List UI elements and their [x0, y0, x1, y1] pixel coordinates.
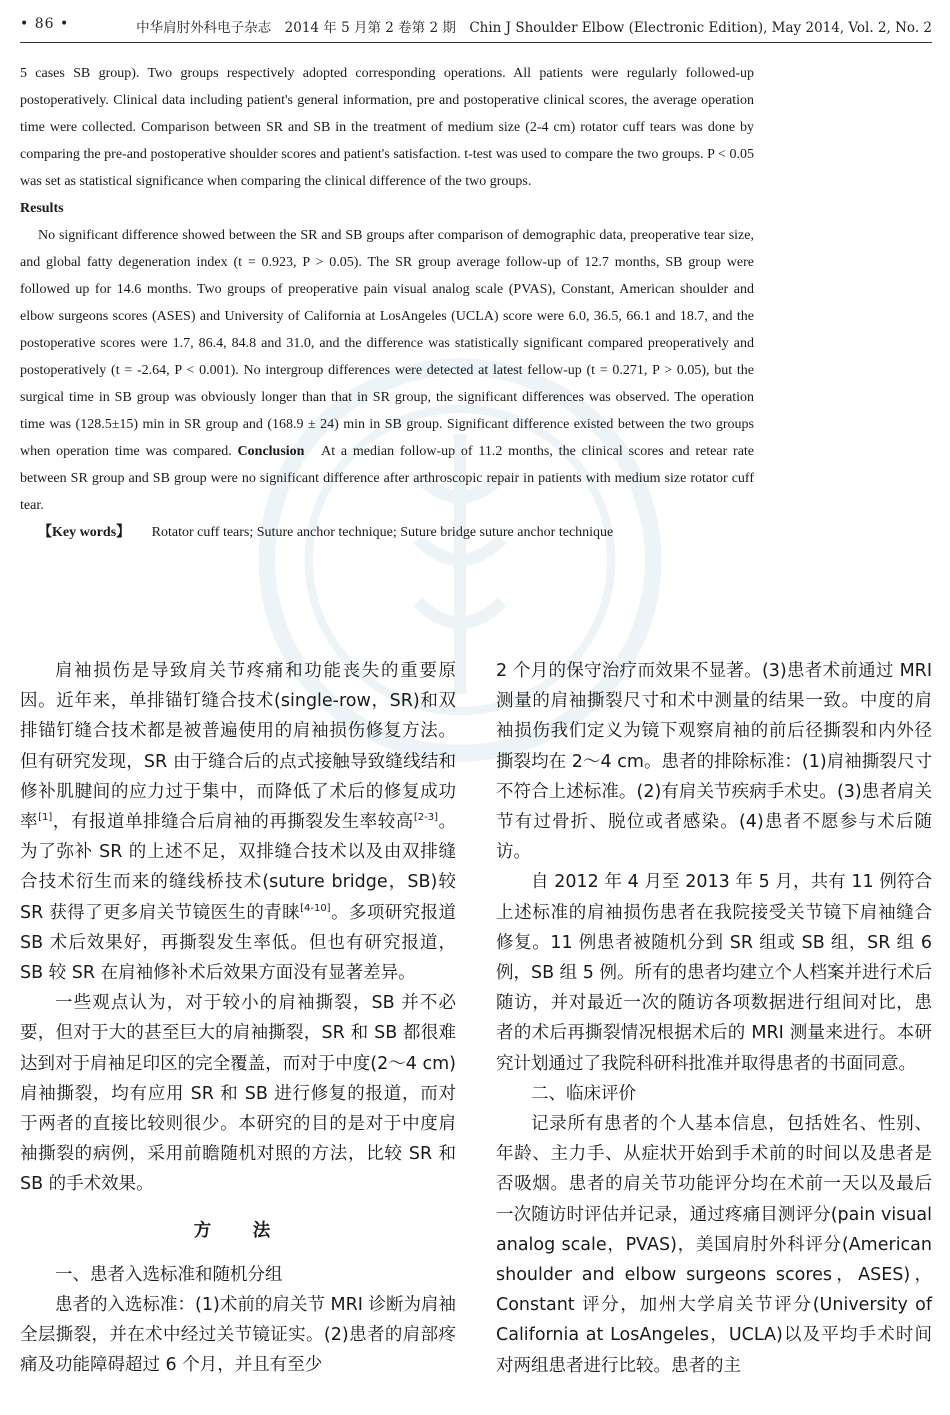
methods-paragraph-1: 患者的入选标准：(1)术前的肩关节 MRI 诊断为肩袖全层撕裂，并在术中经过关节镜证实。(2)患者的肩部疼痛及功能障碍超过 6 个月，并且有至少	[20, 1295, 456, 1376]
abstract-methods-tail: 5 cases SB group). Two groups respectively adopted corresponding operations. All patients were regularly followed-up postoperatively. Clinical data including patient's general information, pre and postoperative clinical scores, the average operation time were collected. Comparison between SR and SB in the treatment of medium size (2-4 cm) rotator cuff tears was done by comparing the pre-and postoperative shoulder scores and patient's satisfaction. t-test was used to compare the two groups. P < 0.05 was set as statistical significance when comparing the clinical difference of the two groups.	[20, 66, 754, 189]
citation-ref[interactable]: [2-3]	[413, 812, 438, 824]
header-rule	[20, 42, 932, 43]
citation-ref[interactable]: [1]	[38, 812, 53, 824]
keywords: Rotator cuff tears; Suture anchor technique; Suture bridge suture anchor technique	[151, 525, 614, 540]
journal-citation: 中华肩肘外科电子杂志 2014 年 5 月第 2 卷第 2 期 Chin J Shoulder Elbow (Electronic Edition), May 2014, Vol. 2, No. 2	[136, 20, 932, 36]
abstract-conclusion: At a median follow-up of 11.2 months, the clinical scores and retear rate between SR group and SB group were no significant difference after arthroscopic repair in patients with medium size rotator cuff tear.	[20, 444, 755, 513]
subsection-title-2: 二、临床评价	[531, 1083, 636, 1104]
intro-paragraph-1: 肩袖损伤是导致肩关节疼痛和功能丧失的重要原因。近年来，单排锚钉缝合技术(single-row，SR)和双排锚钉缝合技术都是被普遍使用的肩袖损伤修复方法。但有研究发现，SR 由于缝合后的点式接触导致缝线结和修补肌腱间的应力过于集中，而降低了术后的修复成功率[1]，有报道单排缝合后肩袖的再撕裂发生率较高[2-3]。为了弥补 SR 的上述不足，双排缝合技术以及由双排缝合技术衍生而来的缝线桥技术(suture bridge，SB)较 SR 获得了更多肩关节镜医生的青睐[4-10]。多项研究报道 SB 术后效果好，再撕裂发生率低。但也有研究报道，SB 较 SR 在肩袖修补术后效果方面没有显著差异。	[20, 661, 457, 984]
body-right-column	[496, 656, 932, 1381]
subsection-title-1: 一、患者入选标准和随机分组	[55, 1264, 283, 1285]
section-title-methods: 方 法	[193, 1220, 283, 1241]
methods-paragraph-2: 自 2012 年 4 月至 2013 年 5 月，共有 11 例符合上述标准的肩袖损伤患者在我院接受关节镜下肩袖缝合修复。11 例患者被随机分到 SR 组或 SB 组，SR 组 6 例，SB 组 5 例。所有的患者均建立个人档案并进行术后随访，并对最近一次的随访各项数据进行组间对比，患者的术后再撕裂情况根据术后的 MRI 测量来进行。本研究计划通过了我院科研科批准并取得患者的书面同意。	[496, 872, 932, 1074]
abstract-results: No significant difference showed between the SR and SB groups after comparison of demographic data, preoperative tear size, and global fatty degeneration index (t = 0.923, P > 0.05). The SR group average follow-up of 12.7 months, SB group were followed up for 14.6 months. Two groups of preoperative pain visual analog scale (PVAS), Constant, American shoulder and elbow surgeons scores (ASES) and University of California at LosAngeles (UCLA) score were 6.0, 36.5, 66.1 and 18.7, and the postoperative scores were 1.7, 86.4, 84.8 and 31.0, and the difference was statistically significant compared preoperatively and postoperatively (t = -2.64, P < 0.001). No intergroup differences were detected at latest fellow-up (t = 0.271, P > 0.05), but the surgical time in SB group was obviously longer than that in SR group, the significant differences was observed. The operation time was (128.5±15) min in SR group and (168.9 ± 24) min in SB group. Significant difference existed between the two groups when operation time was compared.	[20, 228, 754, 459]
methods-paragraph-3: 记录所有患者的个人基本信息，包括姓名、性别、年龄、主力手、从症状开始到手术前的时间以及患者是否吸烟。患者的肩关节功能评分均在术前一天以及最后一次随访时评估并记录，通过疼痛目测评分(pain visual analog scale，PVAS)，美国肩肘外科评分(American shoulder and elbow surgeons scores，ASES)，Constant 评分，加州大学肩关节评分(University of California at LosAngeles，UCLA)以及平均手术时间对两组患者进行比较。患者的主	[496, 1114, 932, 1376]
keywords-label: 【Key words】	[38, 525, 131, 540]
methods-paragraph-continued: 2 个月的保守治疗而效果不显著。(3)患者术前通过 MRI 测量的肩袖撕裂尺寸和术中测量的结果一致。中度的肩袖损伤我们定义为镜下观察肩袖的前后径撕裂和内外径撕裂均在 2～4 cm。患者的排除标准：(1)肩袖撕裂尺寸不符合上述标准。(2)有肩关节疾病手术史。(3)患者肩关节有过骨折、脱位或者感染。(4)患者不愿参与术后随访。	[496, 661, 932, 863]
intro-paragraph-2: 一些观点认为，对于较小的肩袖撕裂，SB 并不必要，但对于大的甚至巨大的肩袖撕裂，SR 和 SB 都很难达到对于肩袖足印区的完全覆盖，而对于中度(2～4 cm)肩袖撕裂，均有应用 SR 和 SB 进行修复的报道，而对于两者的直接比较则很少。本研究的目的是对于中度肩袖撕裂的病例，采用前瞻随机对照的方法，比较 SR 和 SB 的手术效果。	[20, 993, 456, 1195]
english-abstract	[20, 60, 754, 546]
citation-ref[interactable]: [4-10]	[300, 902, 331, 914]
running-header	[20, 12, 932, 40]
results-label: Results	[20, 201, 64, 216]
body-left-column	[20, 656, 456, 1381]
conclusion-label: Conclusion	[237, 444, 305, 459]
page-number: • 86 •	[20, 16, 70, 32]
